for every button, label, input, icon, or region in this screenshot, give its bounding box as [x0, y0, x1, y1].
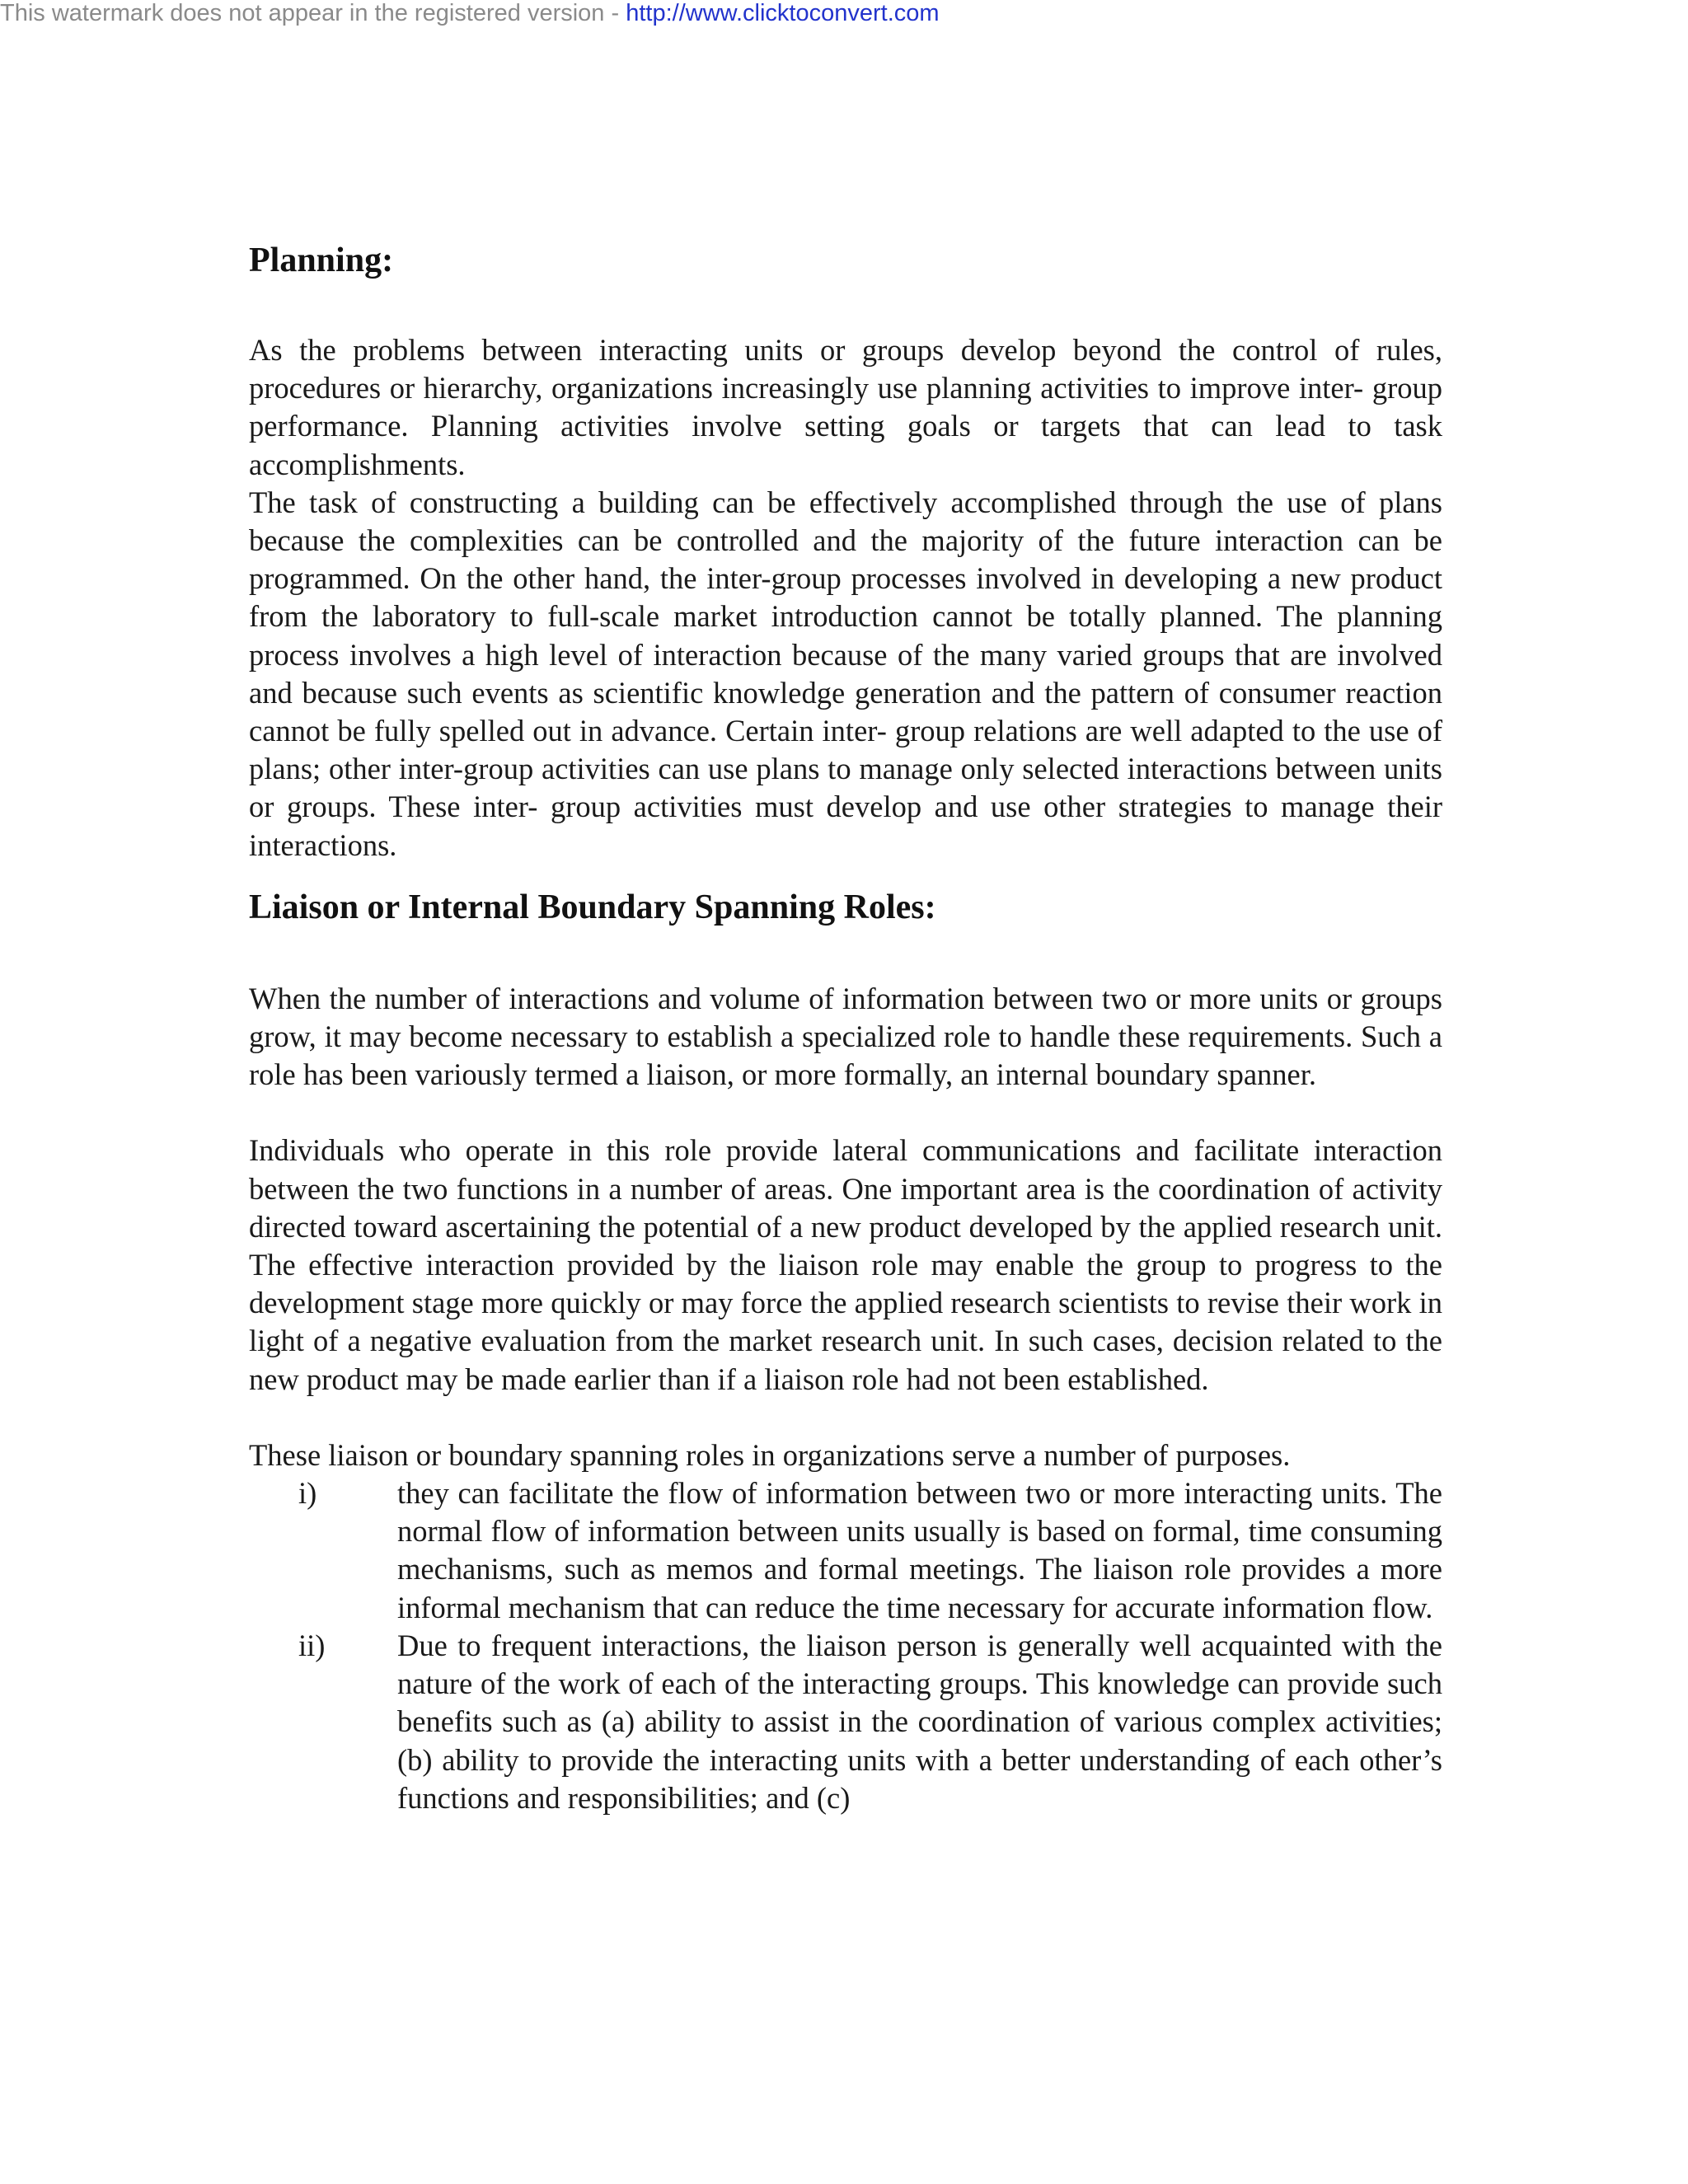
purposes-list	[249, 1474, 1442, 1817]
section-heading-liaison: Liaison or Internal Boundary Spanning Roles:	[249, 888, 936, 926]
list-item-text: they can facilitate the flow of information between two or more interacting units. The normal flow of information between units usually is based on formal, time consuming mechanisms, such as memos and formal meetings. The liaison role provides a more informal mechanism that can reduce the time necessary for accurate information flow.	[397, 1476, 1442, 1624]
section-heading-planning: Planning:	[249, 241, 394, 279]
watermark-text: This watermark does not appear in the registered version -	[0, 0, 626, 26]
liaison-paragraph-3: These liaison or boundary spanning roles in organizations serve a number of purposes.	[249, 1437, 1291, 1472]
list-item	[249, 1474, 1442, 1627]
watermark-link[interactable]: http://www.clicktoconvert.com	[626, 0, 940, 26]
liaison-paragraph-2: Individuals who operate in this role provide lateral communications and facilitate interaction between the two functions in a number of areas. One important area is the coordination of activity directed toward ascertaining the potential of a new product developed by the applied research unit. The effective interaction provided by the liaison role may enable the group to progress to the development stage more quickly or may force the applied research scientists to revise their work in light of a negative evaluation from the market research unit. In such cases, decision related to the new product may be made earlier than if a liaison role had not been established.	[249, 1133, 1442, 1396]
planning-paragraph-2: The task of constructing a building can be effectively accomplished through the use of plans because the complexities can be controlled and the majority of the future interaction can be programmed. On the other hand, the inter-group processes involved in developing a new product from the laboratory to full-scale market introduction cannot be totally planned. The planning process involves a high level of interaction because of the many varied groups that are involved and because such events as scientific knowledge generation and the pattern of consumer reaction cannot be fully spelled out in advance. Certain inter- group relations are well adapted to the use of plans; other inter-group activities can use plans to manage only selected interactions between units or groups. These inter- group activities must develop and use other strategies to manage their interactions.	[249, 485, 1442, 862]
list-item-marker: i)	[298, 1476, 317, 1511]
liaison-paragraph-1: When the number of interactions and volume of information between two or more units or groups grow, it may become necessary to establish a specialized role to handle these requirements. Such a role has been variously termed a liaison, or more formally, an internal boundary spanner.	[249, 981, 1442, 1092]
list-item-marker: ii)	[298, 1628, 326, 1662]
planning-paragraph-1: As the problems between interacting units or groups develop beyond the control of rules, procedures or hierarchy, organizations increasingly use planning activities to improve inter- group performance. Planning activities involve setting goals or targets that can lead to task accomplishments.	[249, 333, 1442, 481]
document-page	[249, 239, 1442, 1817]
list-item-text: Due to frequent interactions, the liaison person is generally well acquainted with the nature of the work of each of the interacting groups. This knowledge can provide such benefits such as (a) ability to assist in the coordination of various complex activities; (b) ability to provide the interacting units with a better understanding of each other’s functions and responsibilities; and (c)	[397, 1628, 1442, 1815]
watermark-banner	[0, 0, 940, 26]
list-item	[249, 1627, 1442, 1817]
